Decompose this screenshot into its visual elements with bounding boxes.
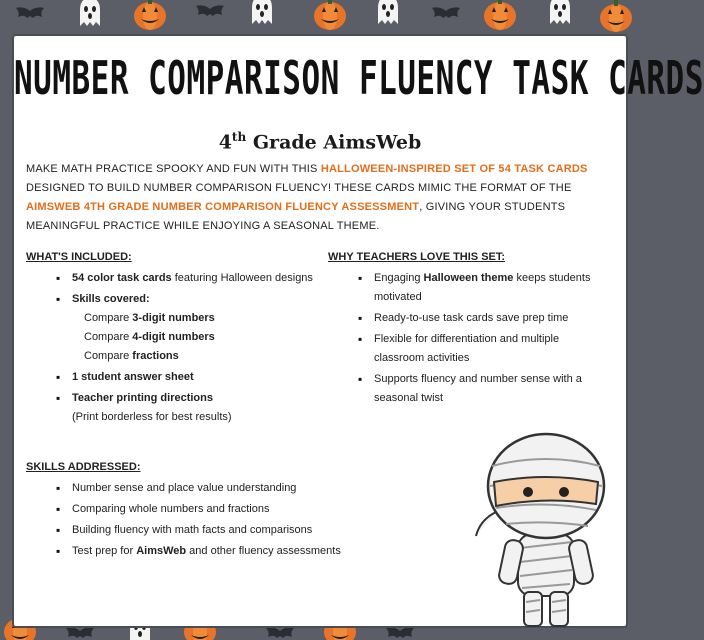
sub-bold: fractions xyxy=(132,350,179,362)
whats-included-list xyxy=(26,269,346,427)
sub-text: Compare xyxy=(84,350,133,362)
item-text: and other fluency assessments xyxy=(186,545,341,557)
intro-paragraph xyxy=(26,160,618,236)
list-item: ▪ Supports fluency and number sense with a seasonal twist xyxy=(374,370,604,408)
sub-text: Compare xyxy=(84,312,133,324)
skills-addressed-section xyxy=(26,458,386,563)
list-item: ▪ Building fluency with math facts and comparisons xyxy=(72,521,386,540)
sub-bold: 4-digit numbers xyxy=(132,331,215,343)
item-text: Engaging xyxy=(374,272,424,284)
sub-item xyxy=(72,309,346,328)
list-item: ▪ Ready-to-use task cards save prep time xyxy=(374,309,604,328)
grade-suffix: th xyxy=(231,130,247,144)
intro-text-2: DESIGNED TO BUILD NUMBER COMPARISON FLUENCY! THESE CARDS MIMIC THE FORMAT OF THE xyxy=(26,182,572,194)
skills-addressed-heading: SKILLS ADDRESSED: xyxy=(26,461,141,473)
list-item xyxy=(72,389,346,427)
item-bold: Halloween theme xyxy=(423,272,514,284)
page-title: NUMBER COMPARISON FLUENCY TASK CARDS xyxy=(14,52,704,106)
intro-highlight-2: AIMSWEB 4TH GRADE NUMBER COMPARISON FLUENCY ASSESSMENT xyxy=(26,201,420,213)
why-teachers-heading: WHY TEACHERS LOVE THIS SET: xyxy=(328,251,506,263)
item-text: Test prep for xyxy=(72,545,137,557)
print-note: (Print borderless for best results) xyxy=(72,411,232,423)
whats-included-section xyxy=(26,248,346,429)
item-bold: Teacher printing directions xyxy=(72,392,213,404)
intro-highlight-1: HALLOWEEN-INSPIRED SET OF 54 TASK CARDS xyxy=(320,163,588,175)
mummy-illustration xyxy=(466,416,626,626)
sub-bold: 3-digit numbers xyxy=(132,312,215,324)
whats-included-heading: WHAT'S INCLUDED: xyxy=(26,251,132,263)
item-text: featuring Halloween designs xyxy=(171,272,313,284)
product-card xyxy=(14,36,704,626)
item-bold: Skills covered: xyxy=(72,293,150,305)
item-bold: AimsWeb xyxy=(136,545,187,557)
list-item xyxy=(374,269,604,307)
sub-text: Compare xyxy=(84,331,133,343)
sub-item xyxy=(72,347,346,366)
item-text: keeps students motivated xyxy=(374,272,591,303)
intro-text-3: , GIVING YOUR STUDENTS MEANINGFUL PRACTICE WHILE ENJOYING A SEASONAL THEME. xyxy=(26,201,566,232)
why-teachers-section xyxy=(328,248,604,410)
skills-addressed-list xyxy=(26,479,386,561)
item-bold: 54 color task cards xyxy=(72,272,172,284)
grade-subtitle-text: Grade AimsWeb xyxy=(252,131,422,154)
list-item xyxy=(72,290,346,366)
item-bold: 1 student answer sheet xyxy=(72,371,194,383)
list-item: ▪ Flexible for differentiation and multiple classroom activities xyxy=(374,330,604,368)
list-item xyxy=(72,269,346,288)
sub-item xyxy=(72,328,346,347)
why-teachers-list xyxy=(328,269,604,408)
intro-text-1: MAKE MATH PRACTICE SPOOKY AND FUN WITH THIS xyxy=(26,163,321,175)
list-item xyxy=(72,368,346,387)
grade-subtitle xyxy=(14,130,626,153)
list-item: ▪ Comparing whole numbers and fractions xyxy=(72,500,386,519)
list-item: ▪ Number sense and place value understanding xyxy=(72,479,386,498)
list-item xyxy=(72,542,386,561)
grade-number: 4 xyxy=(218,131,232,154)
